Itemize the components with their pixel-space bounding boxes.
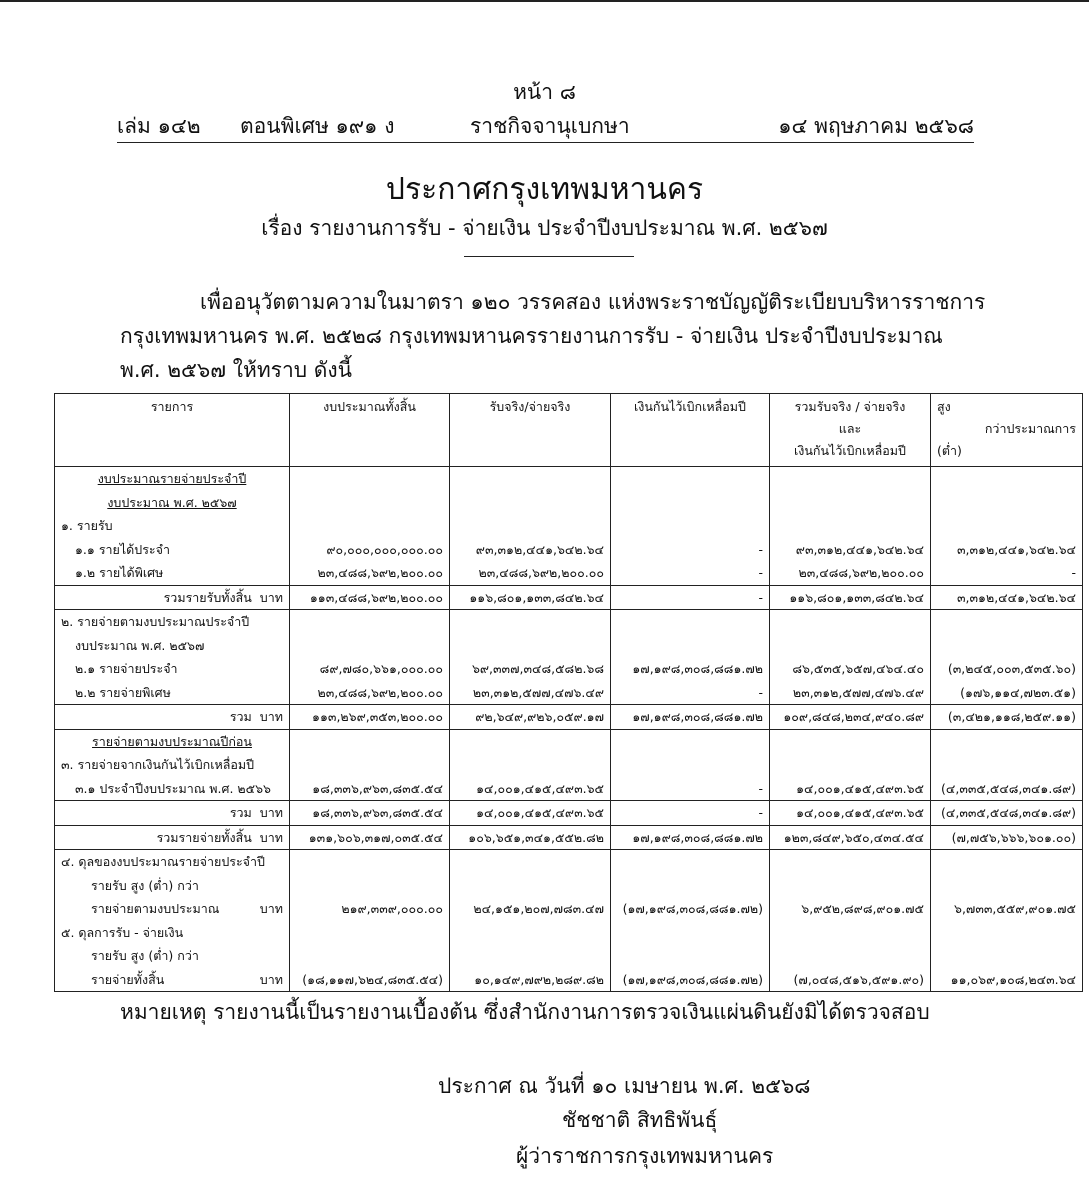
row-label [55, 968, 290, 992]
row-label: ๓.๑ ประจำปีงบประมาณ พ.ศ. ๒๕๖๖ [55, 777, 290, 801]
cell-carry: - [611, 585, 770, 610]
cell-budget [290, 874, 450, 898]
row-unit: บาท [259, 805, 283, 820]
col-header-total-line1: รวมรับจริง / จ่ายจริง [794, 399, 906, 414]
cell-carry: (๑๗,๑๙๘,๓๐๘,๘๘๑.๗๒) [611, 897, 770, 921]
cell-actual [450, 491, 611, 515]
cell-total [770, 921, 931, 945]
row-label [55, 897, 290, 921]
cell-total [770, 634, 931, 658]
cell-actual [450, 610, 611, 634]
cell-actual: ๙๒,๖๔๙,๙๒๖,๐๕๙.๑๗ [450, 705, 611, 730]
row-label: งบประมาณรายจ่ายประจำปี [55, 467, 290, 491]
cell-diff [931, 921, 1083, 945]
cell-carry [611, 753, 770, 777]
cell-budget [290, 634, 450, 658]
row-label-text: รวม [229, 805, 252, 820]
cell-actual [450, 634, 611, 658]
cell-carry: - [611, 801, 770, 826]
cell-carry: - [611, 777, 770, 801]
col-header-diff-line3: (ต่ำ) [937, 443, 962, 458]
row-label: ๑.๑ รายได้ประจำ [55, 538, 290, 562]
cell-carry [611, 874, 770, 898]
cell-diff: ๓,๓๑๒,๔๔๑,๖๔๒.๖๔ [931, 585, 1083, 610]
table-row [55, 585, 1083, 610]
row-label: ๒. รายจ่ายตามงบประมาณประจำปี [55, 610, 290, 634]
cell-diff [931, 874, 1083, 898]
intro-line-3: พ.ศ. ๒๕๖๗ ให้ทราบ ดังนี้ [120, 358, 352, 382]
cell-total [770, 610, 931, 634]
cell-total: ๑๒๓,๘๔๙,๖๕๐,๔๓๔.๕๔ [770, 825, 931, 850]
table-row [55, 850, 1083, 874]
cell-carry: - [611, 681, 770, 705]
cell-budget: ๒๓,๔๘๘,๖๙๒,๒๐๐.๐๐ [290, 681, 450, 705]
row-label: รายรับ สูง (ต่ำ) กว่า [55, 944, 290, 968]
cell-diff [931, 467, 1083, 491]
table-row [55, 561, 1083, 585]
cell-carry [611, 634, 770, 658]
table-row [55, 968, 1083, 992]
row-label-text: รวมรายจ่ายทั้งสิ้น [156, 829, 252, 845]
cell-budget: ๑๑๓,๒๖๙,๓๕๓,๒๐๐.๐๐ [290, 705, 450, 730]
cell-total: ๑๔,๐๐๑,๔๑๕,๔๙๓.๖๕ [770, 801, 931, 826]
cell-diff: ๑๑,๐๖๙,๑๐๘,๒๔๓.๖๔ [931, 968, 1083, 992]
cell-diff: - [931, 561, 1083, 585]
cell-diff [931, 753, 1083, 777]
cell-total [770, 850, 931, 874]
cell-budget: ๒๓,๔๘๘,๖๙๒,๒๐๐.๐๐ [290, 561, 450, 585]
page-number: หน้า ๘ [513, 80, 576, 104]
table-row [55, 681, 1083, 705]
row-label-text: รายจ่ายตามงบประมาณ [91, 901, 220, 916]
top-border [0, 0, 1089, 2]
cell-actual [450, 467, 611, 491]
table-row [55, 467, 1083, 491]
cell-total [770, 753, 931, 777]
cell-carry [611, 610, 770, 634]
row-unit: บาท [259, 829, 283, 845]
cell-actual: ๑๑๖,๘๐๑,๑๓๓,๘๔๒.๖๔ [450, 585, 611, 610]
table-row [55, 538, 1083, 562]
intro-line-1: เพื่ออนุวัตตามความในมาตรา ๑๒๐ วรรคสอง แห่งพระราชบัญญัติระเบียบบริหารราชการ [200, 290, 986, 314]
cell-diff: (๔,๓๓๕,๕๔๘,๓๔๑.๘๙) [931, 801, 1083, 826]
cell-diff: (๓,๒๔๕,๐๐๓,๕๓๕.๖๐) [931, 657, 1083, 681]
cell-actual: ๑๔,๐๐๑,๔๑๕,๔๙๓.๖๕ [450, 777, 611, 801]
table-row [55, 897, 1083, 921]
row-unit: บาท [259, 971, 283, 987]
col-header-carry: เงินกันไว้เบิกเหลื่อมปี [611, 394, 770, 467]
cell-total [770, 467, 931, 491]
cell-budget [290, 610, 450, 634]
cell-carry [611, 921, 770, 945]
table-header-row [55, 394, 1083, 467]
cell-carry: ๑๗,๑๙๘,๓๐๘,๘๘๑.๗๒ [611, 825, 770, 850]
cell-carry [611, 514, 770, 538]
cell-total: ๘๖,๕๓๕,๖๕๗,๔๖๔.๔๐ [770, 657, 931, 681]
gazette-section: ตอนพิเศษ ๑๙๑ ง [240, 114, 395, 138]
gazette-date: ๑๔ พฤษภาคม ๒๕๖๘ [778, 114, 974, 138]
cell-actual: ๑๐,๑๔๙,๗๙๒,๒๘๙.๘๒ [450, 968, 611, 992]
announce-date: ประกาศ ณ วันที่ ๑๐ เมษายน พ.ศ. ๒๕๖๘ [438, 1074, 811, 1098]
cell-budget [290, 467, 450, 491]
cell-diff [931, 514, 1083, 538]
cell-budget: ๒๑๙,๓๓๙,๐๐๐.๐๐ [290, 897, 450, 921]
row-label: รายจ่ายตามงบประมาณปีก่อน [55, 729, 290, 753]
row-unit: บาท [259, 589, 283, 605]
report-table [54, 393, 1083, 992]
cell-diff: (๔,๓๓๕,๕๔๘,๓๔๑.๘๙) [931, 777, 1083, 801]
cell-actual: ๑๐๖,๖๕๑,๓๔๑,๕๕๒.๘๒ [450, 825, 611, 850]
row-label-text: รวมรายรับทั้งสิ้น [163, 589, 252, 605]
row-label: ๒.๑ รายจ่ายประจำ [55, 657, 290, 681]
row-label [55, 585, 290, 610]
table-row [55, 657, 1083, 681]
cell-budget: ๑๓๑,๖๐๖,๓๑๗,๐๓๕.๕๔ [290, 825, 450, 850]
cell-total: ๒๓,๓๑๒,๕๗๗,๔๗๖.๔๙ [770, 681, 931, 705]
table-row [55, 825, 1083, 850]
cell-budget [290, 514, 450, 538]
cell-diff: (๓,๔๒๑,๑๑๘,๒๕๙.๑๑) [931, 705, 1083, 730]
cell-diff: ๓,๓๑๒,๔๔๑,๖๔๒.๖๔ [931, 538, 1083, 562]
cell-carry [611, 944, 770, 968]
cell-budget [290, 491, 450, 515]
cell-carry [611, 729, 770, 753]
footnote: หมายเหตุ รายงานนี้เป็นรายงานเบื้องต้น ซึ่งสำนักงานการตรวจเงินแผ่นดินยังมิได้ตรวจสอบ [120, 1000, 930, 1024]
row-label: ๔. ดุลของงบประมาณรายจ่ายประจำปี [55, 850, 290, 874]
cell-carry [611, 850, 770, 874]
cell-total [770, 514, 931, 538]
cell-actual [450, 921, 611, 945]
cell-actual: ๖๙,๓๓๗,๓๔๘,๕๘๒.๖๘ [450, 657, 611, 681]
cell-actual: ๒๓,๔๘๘,๖๙๒,๒๐๐.๐๐ [450, 561, 611, 585]
table-row [55, 705, 1083, 730]
table-row [55, 514, 1083, 538]
table-row [55, 753, 1083, 777]
cell-total: ๑๐๙,๘๔๘,๒๓๔,๙๔๐.๘๙ [770, 705, 931, 730]
cell-budget: ๑๘,๓๓๖,๙๖๓,๘๓๕.๕๔ [290, 801, 450, 826]
table-row [55, 610, 1083, 634]
row-label: ๑.๒ รายได้พิเศษ [55, 561, 290, 585]
cell-budget [290, 753, 450, 777]
cell-carry [611, 467, 770, 491]
cell-actual [450, 753, 611, 777]
row-label-text: รวม [229, 709, 252, 724]
col-header-budget: งบประมาณทั้งสิ้น [290, 394, 450, 467]
table-row [55, 777, 1083, 801]
cell-carry: - [611, 538, 770, 562]
signer-position: ผู้ว่าราชการกรุงเทพมหานคร [516, 1144, 774, 1168]
table-row [55, 729, 1083, 753]
cell-actual: ๒๓,๓๑๒,๕๗๗,๔๗๖.๔๙ [450, 681, 611, 705]
cell-total [770, 874, 931, 898]
row-label: รายรับ สูง (ต่ำ) กว่า [55, 874, 290, 898]
cell-diff [931, 491, 1083, 515]
cell-diff: ๖,๗๓๓,๕๕๙,๙๐๑.๗๕ [931, 897, 1083, 921]
cell-carry: (๑๗,๑๙๘,๓๐๘,๘๘๑.๗๒) [611, 968, 770, 992]
cell-budget [290, 850, 450, 874]
table-row [55, 874, 1083, 898]
row-label: ๕. ดุลการรับ - จ่ายเงิน [55, 921, 290, 945]
subject-rule [464, 256, 634, 257]
cell-budget [290, 944, 450, 968]
col-header-total-line2: และ [838, 421, 862, 436]
signer-name: ชัชชาติ สิทธิพันธุ์ [562, 1108, 718, 1132]
cell-carry [611, 491, 770, 515]
cell-total: ๒๓,๔๘๘,๖๙๒,๒๐๐.๐๐ [770, 561, 931, 585]
cell-actual: ๙๓,๓๑๒,๔๔๑,๖๔๒.๖๔ [450, 538, 611, 562]
cell-budget: ๘๙,๗๘๐,๖๖๑,๐๐๐.๐๐ [290, 657, 450, 681]
cell-budget: ๙๐,๐๐๐,๐๐๐,๐๐๐.๐๐ [290, 538, 450, 562]
row-unit: บาท [259, 901, 283, 916]
cell-carry: - [611, 561, 770, 585]
cell-budget [290, 729, 450, 753]
col-header-diff-line2: กว่าประมาณการ [984, 421, 1076, 436]
cell-budget: (๑๘,๑๑๗,๖๒๔,๘๓๕.๕๔) [290, 968, 450, 992]
cell-actual [450, 944, 611, 968]
cell-actual: ๒๔,๑๕๑,๒๐๗,๗๘๓.๔๗ [450, 897, 611, 921]
cell-total [770, 729, 931, 753]
table-row [55, 801, 1083, 826]
cell-actual: ๑๔,๐๐๑,๔๑๕,๔๙๓.๖๕ [450, 801, 611, 826]
row-label: งบประมาณ พ.ศ. ๒๕๖๗ [55, 491, 290, 515]
gazette-volume: เล่ม ๑๔๒ [117, 114, 201, 138]
cell-total [770, 491, 931, 515]
cell-total: ๖,๙๕๒,๘๙๘,๙๐๑.๗๕ [770, 897, 931, 921]
cell-actual [450, 514, 611, 538]
cell-budget: ๑๘,๓๓๖,๙๖๓,๘๓๕.๕๔ [290, 777, 450, 801]
col-header-actual: รับจริง/จ่ายจริง [450, 394, 611, 467]
row-label: งบประมาณ พ.ศ. ๒๕๖๗ [55, 634, 290, 658]
col-header-total [770, 394, 931, 467]
cell-actual [450, 850, 611, 874]
table-row [55, 944, 1083, 968]
cell-diff: (๑๗๖,๑๑๔,๗๒๓.๕๑) [931, 681, 1083, 705]
row-label: ๓. รายจ่ายจากเงินกันไว้เบิกเหลื่อมปี [55, 753, 290, 777]
cell-total: ๑๔,๐๐๑,๔๑๕,๔๙๓.๖๕ [770, 777, 931, 801]
header-rule [117, 142, 974, 143]
intro-line-2: กรุงเทพมหานคร พ.ศ. ๒๕๒๘ กรุงเทพมหานครรายงานการรับ - จ่ายเงิน ประจำปีงบประมาณ [120, 324, 943, 348]
cell-diff [931, 634, 1083, 658]
cell-diff [931, 610, 1083, 634]
cell-total: ๙๓,๓๑๒,๔๔๑,๖๔๒.๖๔ [770, 538, 931, 562]
col-header-diff [931, 394, 1083, 467]
row-label [55, 801, 290, 826]
row-label-text: รายจ่ายทั้งสิ้น [91, 971, 165, 987]
cell-actual [450, 729, 611, 753]
cell-total: ๑๑๖,๘๐๑,๑๓๓,๘๔๒.๖๔ [770, 585, 931, 610]
cell-diff [931, 850, 1083, 874]
row-unit: บาท [259, 709, 283, 724]
gazette-name: ราชกิจจานุเบกษา [470, 114, 630, 138]
announcement-title: ประกาศกรุงเทพมหานคร [385, 172, 704, 207]
col-header-diff-line1: สูง [937, 399, 951, 414]
table-row [55, 491, 1083, 515]
cell-carry: ๑๗,๑๙๘,๓๐๘,๘๘๑.๗๒ [611, 657, 770, 681]
cell-total [770, 944, 931, 968]
cell-actual [450, 874, 611, 898]
row-label: ๒.๒ รายจ่ายพิเศษ [55, 681, 290, 705]
col-header-total-line3: เงินกันไว้เบิกเหลื่อมปี [794, 443, 906, 458]
col-header-item: รายการ [55, 394, 290, 467]
cell-budget [290, 921, 450, 945]
row-label: ๑. รายรับ [55, 514, 290, 538]
cell-total: (๗,๐๔๘,๕๑๖,๕๙๑.๙๐) [770, 968, 931, 992]
row-label [55, 825, 290, 850]
cell-diff: (๗,๗๕๖,๖๖๖,๖๐๑.๐๐) [931, 825, 1083, 850]
cell-diff [931, 729, 1083, 753]
table-row [55, 634, 1083, 658]
cell-carry: ๑๗,๑๙๘,๓๐๘,๘๘๑.๗๒ [611, 705, 770, 730]
announcement-subject: เรื่อง รายงานการรับ - จ่ายเงิน ประจำปีงบประมาณ พ.ศ. ๒๕๖๗ [261, 216, 828, 240]
row-label [55, 705, 290, 730]
table-row [55, 921, 1083, 945]
cell-budget: ๑๑๓,๔๘๘,๖๙๒,๒๐๐.๐๐ [290, 585, 450, 610]
cell-diff [931, 944, 1083, 968]
